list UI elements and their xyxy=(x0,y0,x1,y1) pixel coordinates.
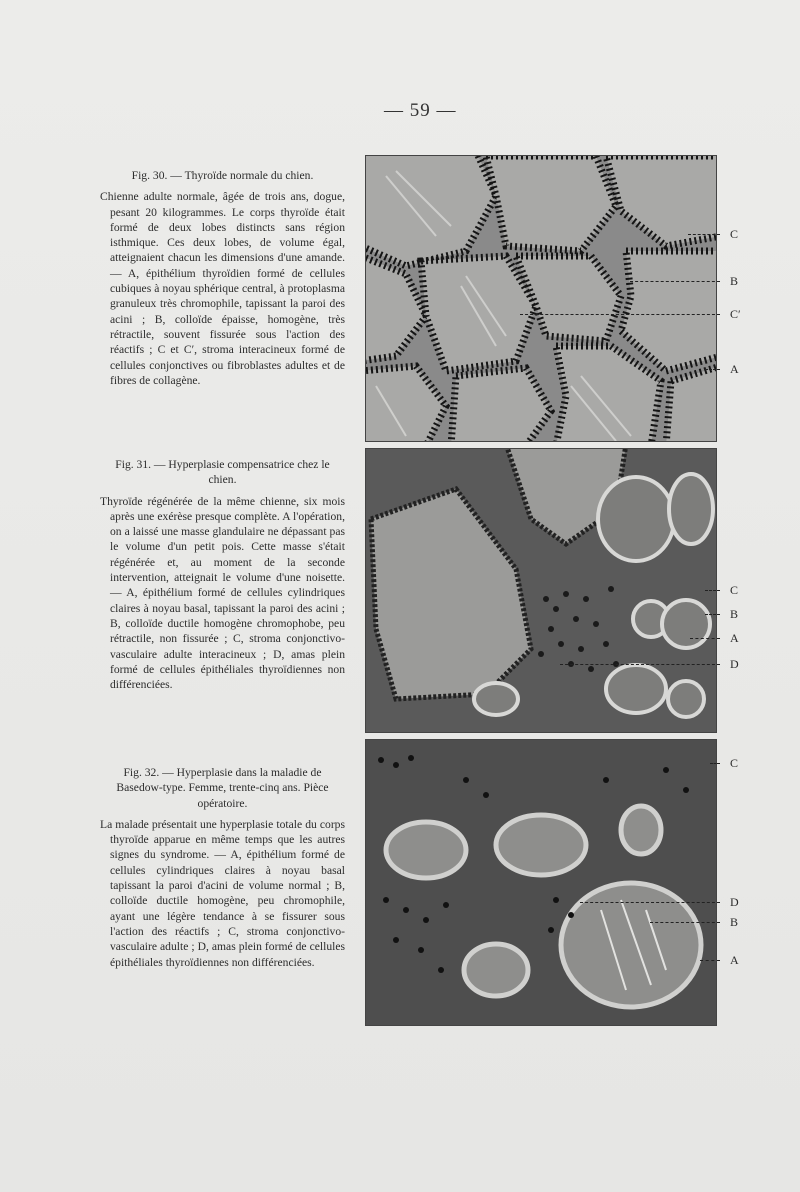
figure-32-title: Fig. 32. — Hyperplasie dans la maladie de Basedow-type. Femme, trente-cinq ans. Pièce opératoire. xyxy=(116,766,329,810)
figure-31-leader-b xyxy=(705,614,720,615)
figure-31-body: Thyroïde régénérée de la même chienne, six mois après une exérèse presque complète. A l'opération, on a laissé une masse glandulaire ne dépassant pas le volume d'un petit pois. Cette masse s'était régénérée et, au moment de la seconde intervention, atteignait le volume d'une noisette. — A, épithélium formé de cellules cylindriques claires à noyau basal, tapissant la paroi des acini ; B, colloïde ductile homogène chromophobe, peu rétractile, non fissurée ; C, stroma conjonctivo-vasculaire adulte interacineux ; D, amas plein formé de cellules épithéliales thyroïdiennes non différenciées. xyxy=(100,494,345,692)
figure-31-label-d: D xyxy=(730,657,739,671)
figure-30-illustration xyxy=(366,156,716,441)
figure-31-illustration xyxy=(366,449,716,732)
figure-32-leader-b xyxy=(650,922,720,923)
figure-31-label-b: B xyxy=(730,607,739,621)
figure-32-leader-a xyxy=(700,960,720,961)
figure-30-title: Fig. 30. — Thyroïde normale du chien. xyxy=(131,169,314,182)
figure-30-label-c-prime: C′ xyxy=(730,307,741,321)
figure-30-leader-c xyxy=(688,234,720,235)
figure-31-title: Fig. 31. — Hyperplasie compensatrice chez le chien. xyxy=(115,458,330,487)
figure-32-leader-d xyxy=(580,902,720,903)
figure-32-body: La malade présentait une hyperplasie totale du corps thyroïde apparue en même temps que les autres signes du syndrome. — A, épithélium formé de cellules cylindriques claires à noyau basal tapissant la paroi d'acini de volume normal ; B, colloïde ductile homogène, peu chromophile, ayant une légère tendance à se fissurer sous l'action des réactifs ; C, stroma conjonctivo-vasculaire adulte ; D, amas plein formé de cellules épithéliales thyroïdiennes non différenciées. xyxy=(100,817,345,969)
figure-32-caption xyxy=(100,765,345,970)
figure-30-label-b: B xyxy=(730,274,739,288)
figure-31-label-c: C xyxy=(730,583,739,597)
figure-30-leader-c-prime xyxy=(520,314,720,315)
figure-30-leader-a xyxy=(705,369,720,370)
figure-32-label-b: B xyxy=(730,915,739,929)
figure-30-micrograph xyxy=(365,155,717,442)
page-number: — 59 — xyxy=(384,100,457,121)
figure-31-leader-c xyxy=(705,590,720,591)
figure-30-caption xyxy=(100,168,345,388)
figure-32-label-d: D xyxy=(730,895,739,909)
figure-31-micrograph xyxy=(365,448,717,733)
figure-32-illustration xyxy=(366,740,716,1025)
figure-31-caption xyxy=(100,457,345,692)
figure-31-label-a: A xyxy=(730,631,739,645)
figure-31-leader-a xyxy=(690,638,720,639)
figure-30-label-a: A xyxy=(730,362,739,376)
figure-32-label-a: A xyxy=(730,953,739,967)
figure-32-leader-c xyxy=(710,763,720,764)
figure-32-label-c: C xyxy=(730,756,739,770)
figure-32-micrograph xyxy=(365,739,717,1026)
figure-30-body: Chienne adulte normale, âgée de trois ans, dogue, pesant 20 kilogrammes. Le corps thyroïde était formé de deux lobes distincts sans région isthmique. Ces deux lobes, de volume égal, atteignaient chacun les dimensions d'une amande. — A, épithélium thyroïdien formé de cellules cubiques à noyau sphérique central, à protoplasma granuleux très chromophile, tapissant la paroi des acini ; B, colloïde épaisse, homogène, très rétractile, souvent fissurée sous l'action des réactifs ; C et C′, stroma interacineux formé de cellules conjonctives ou fibroblastes adultes et de fibres de collagène. xyxy=(100,190,345,387)
figure-31-leader-d xyxy=(560,664,720,665)
figure-30-leader-b xyxy=(630,281,720,282)
figure-30-label-c: C xyxy=(730,227,739,241)
